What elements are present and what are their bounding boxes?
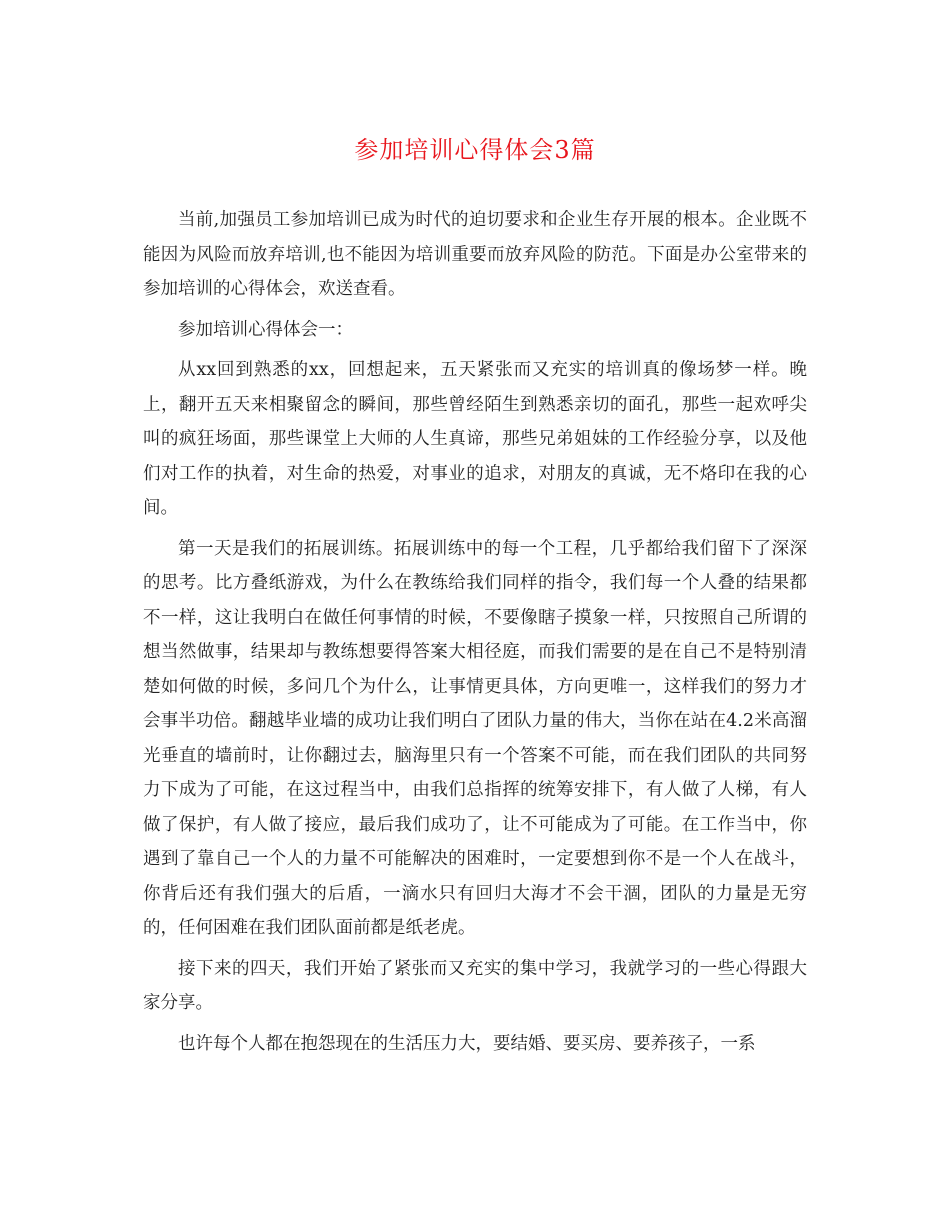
document-title: 参加培训心得体会3篇 — [354, 136, 596, 164]
paragraph-next-days: 接下来的四天，我们开始了紧张而又充实的集中学习，我就学习的一些心得跟大家分享。 — [143, 958, 807, 1013]
paragraph-return: 从xx回到熟悉的xx，回想起来，五天紧张而又充实的培训真的像场梦一样。晚上，翻开五天来相聚留念的瞬间，那些曾经陌生到熟悉亲切的面孔，那些一起欢呼尖叫的疯狂场面，那些课堂上大师的人生真谛，那些兄弟姐妹的工作经验分享，以及他们对工作的执着，对生命的热爱，对事业的追求，对朋友的真诚，无不烙印在我的心间。 — [143, 360, 807, 518]
paragraph-section-heading: 参加培训心得体会一： — [178, 319, 353, 340]
document-body — [143, 203, 807, 1067]
paragraph-intro: 当前,加强员工参加培训已成为时代的迫切要求和企业生存开展的根本。企业既不能因为风险而放弃培训,也不能因为培训重要而放弃风险的防范。下面是办公室带来的参加培训的心得体会，欢送查看。 — [143, 210, 807, 299]
paragraph-pressure: 也许每个人都在抱怨现在的生活压力大，要结婚、要买房、要养孩子，一系 — [178, 1033, 756, 1054]
paragraph-first-day: 第一天是我们的拓展训练。拓展训练中的每一个工程，几乎都给我们留下了深深的思考。比方叠纸游戏，为什么在教练给我们同样的指令，我们每一个人叠的结果都不一样，这让我明白在做任何事情的时候，不要像瞎子摸象一样，只按照自己所谓的想当然做事，结果却与教练想要得答案大相径庭，而我们需要的是在自己不是特别清楚如何做的时候，多问几个为什么，让事情更具体，方向更唯一，这样我们的努力才会事半功倍。翻越毕业墙的成功让我们明白了团队力量的伟大，当你在站在4.2米高溜光垂直的墙前时，让你翻过去，脑海里只有一个答案不可能，而在我们团队的共同努力下成为了可能，在这过程当中，由我们总指挥的统筹安排下，有人做了人梯，有人做了保护，有人做了接应，最后我们成功了，让不可能成为了可能。在工作当中，你遇到了靠自己一个人的力量不可能解决的困难时，一定要想到你不是一个人在战斗，你背后还有我们强大的后盾，一滴水只有回归大海才不会干涸，团队的力量是无穷的，任何困难在我们团队面前都是纸老虎。 — [143, 538, 807, 938]
